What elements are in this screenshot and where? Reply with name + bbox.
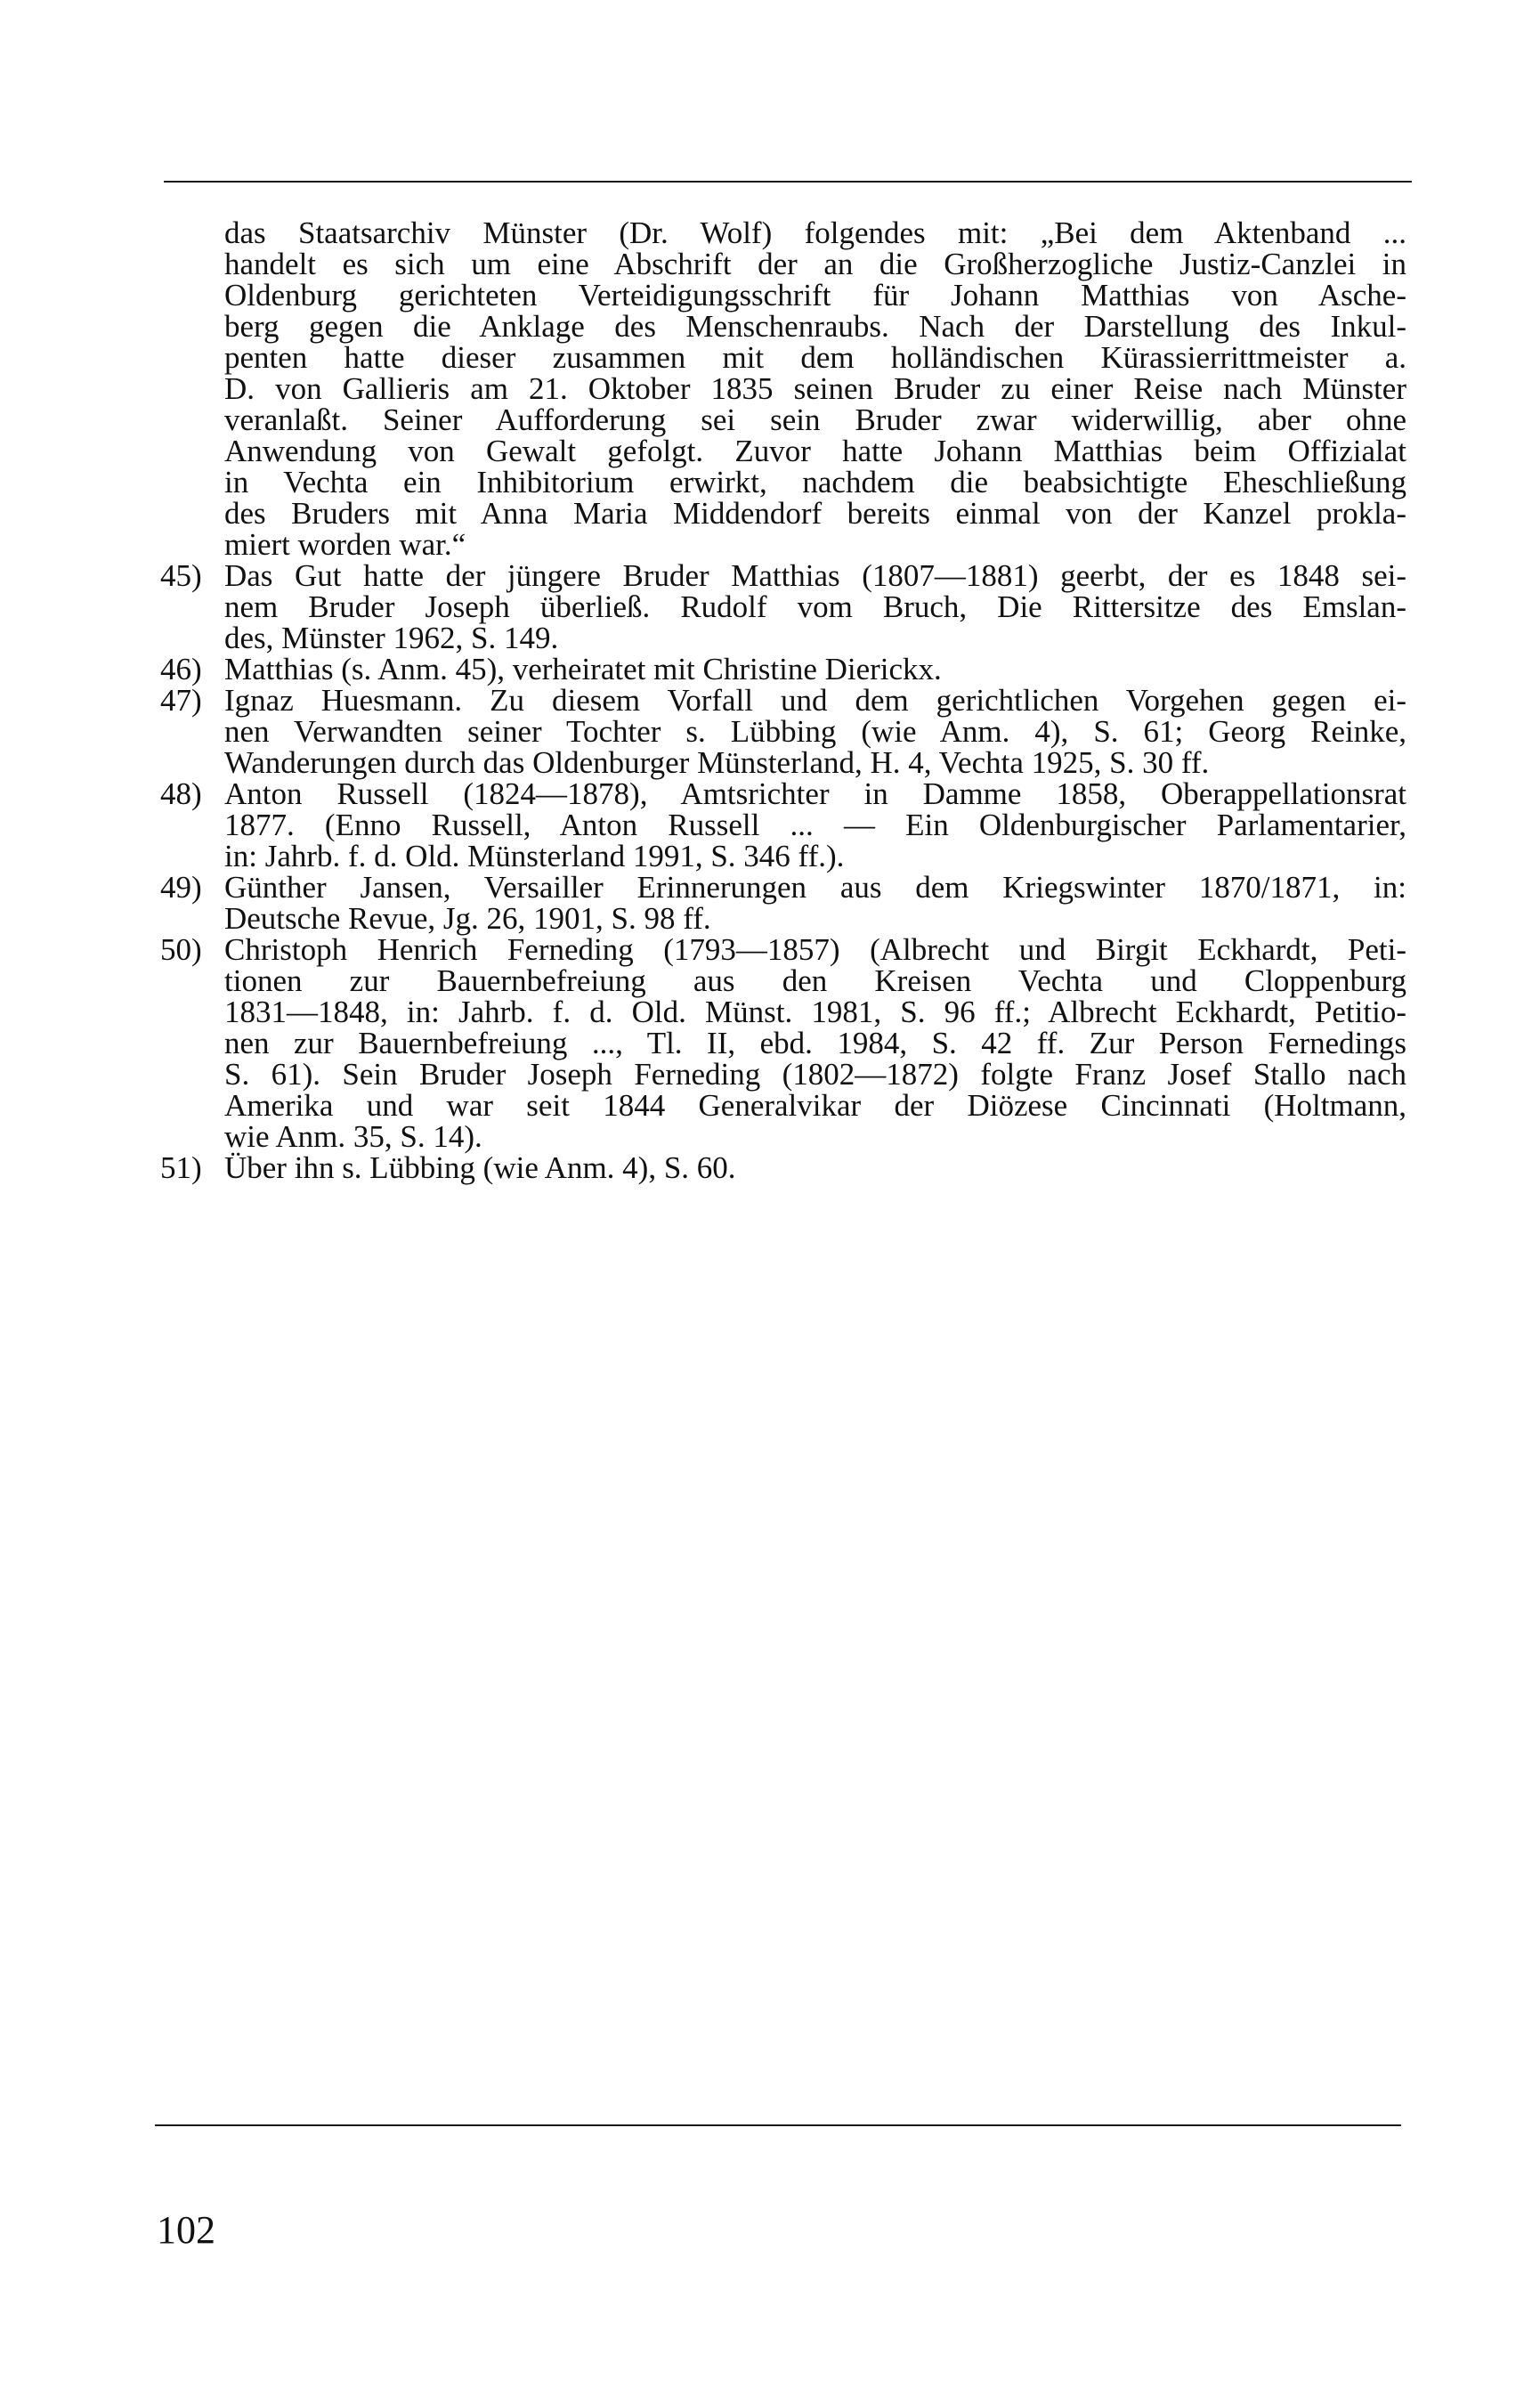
footnote-number: 46) [160, 652, 202, 686]
footnote-line: in Vechta ein Inhibitorium erwirkt, nachdem die beabsichtigte Eheschließung [224, 465, 1406, 499]
footnote-line: Oldenburg gerichteten Verteidigungsschrift für Johann Matthias von Asche- [224, 278, 1406, 313]
footnote [160, 934, 1406, 1152]
bottom-rule [155, 2124, 1401, 2126]
footnote-line: 1877. (Enno Russell, Anton Russell ... — Ein Oldenburgischer Parlamentarier, [224, 808, 1406, 842]
footnote-line: Günther Jansen, Versailler Erinnerungen aus dem Kriegswinter 1870/1871, in: [224, 870, 1406, 905]
footnote-line: tionen zur Bauernbefreiung aus den Kreisen Vechta und Cloppenburg [224, 963, 1406, 998]
footnote-line: das Staatsarchiv Münster (Dr. Wolf) folgendes mit: „Bei dem Aktenband ... [224, 215, 1406, 250]
footnote-line: handelt es sich um eine Abschrift der an die Großherzogliche Justiz-Canzlei in [224, 247, 1406, 281]
footnote-line: penten hatte dieser zusammen mit dem holländischen Kürassierrittmeister a. [224, 340, 1406, 375]
footnote-line: Deutsche Revue, Jg. 26, 1901, S. 98 ff. [224, 901, 711, 936]
footnotes [160, 217, 1406, 1183]
footnote-line: miert worden war.“ [224, 527, 466, 562]
footnote-line: Matthias (s. Anm. 45), verheiratet mit Christine Dierickx. [224, 652, 942, 686]
footnote-line: Anton Russell (1824—1878), Amtsrichter in Damme 1858, Oberappellationsrat [224, 776, 1406, 811]
footnote [160, 1152, 1406, 1183]
footnote-line: 1831—1848, in: Jahrb. f. d. Old. Münst. 1981, S. 96 ff.; Albrecht Eckhardt, Petitio- [224, 995, 1406, 1029]
footnote-line: nen Verwandten seiner Tochter s. Lübbing (wie Anm. 4), S. 61; Georg Reinke, [224, 714, 1406, 749]
footnote-number: 48) [160, 776, 202, 811]
footnote-line: des Bruders mit Anna Maria Middendorf bereits einmal von der Kanzel prokla- [224, 496, 1406, 531]
footnote [160, 778, 1406, 872]
footnote [160, 560, 1406, 654]
footnote-number: 47) [160, 683, 202, 718]
footnote-line: Wanderungen durch das Oldenburger Münsterland, H. 4, Vechta 1925, S. 30 ff. [224, 745, 1210, 780]
page-number: 102 [157, 2208, 215, 2252]
footnote-line: Amerika und war seit 1844 Generalvikar der Diözese Cincinnati (Holtmann, [224, 1088, 1406, 1123]
footnote-number: 49) [160, 870, 202, 905]
footnote-line: wie Anm. 35, S. 14). [224, 1119, 482, 1154]
footnote [160, 872, 1406, 934]
footnote-number: 51) [160, 1150, 202, 1185]
footnote-line: Das Gut hatte der jüngere Bruder Matthias (1807—1881) geerbt, der es 1848 sei- [224, 558, 1406, 593]
footnote-line: Ignaz Huesmann. Zu diesem Vorfall und dem gerichtlichen Vorgehen gegen ei- [224, 683, 1406, 718]
footnote-line: S. 61). Sein Bruder Joseph Ferneding (1802—1872) folgte Franz Josef Stallo nach [224, 1057, 1406, 1092]
footnote-line: nen zur Bauernbefreiung ..., Tl. II, ebd. 1984, S. 42 ff. Zur Person Fernedings [224, 1026, 1406, 1060]
footnote-line: in: Jahrb. f. d. Old. Münsterland 1991, S. 346 ff.). [224, 839, 845, 873]
footnote-line: Anwendung von Gewalt gefolgt. Zuvor hatte Johann Matthias beim Offizialat [224, 434, 1406, 468]
footnote-number: 50) [160, 932, 202, 967]
footnote [160, 654, 1406, 685]
footnote-line: veranlaßt. Seiner Aufforderung sei sein Bruder zwar widerwillig, aber ohne [224, 402, 1406, 437]
footnote-line: Christoph Henrich Ferneding (1793—1857) (Albrecht und Birgit Eckhardt, Peti- [224, 932, 1406, 967]
footnote-line: D. von Gallieris am 21. Oktober 1835 seinen Bruder zu einer Reise nach Münster [224, 371, 1406, 406]
top-rule [164, 181, 1412, 183]
footnote [160, 685, 1406, 778]
footnote-line: berg gegen die Anklage des Menschenraubs. Nach der Darstellung des Inkul- [224, 309, 1406, 344]
footnote-line: des, Münster 1962, S. 149. [224, 621, 559, 655]
footnote-line: nem Bruder Joseph überließ. Rudolf vom Bruch, Die Rittersitze des Emslan- [224, 589, 1406, 624]
footnote [160, 217, 1406, 560]
footnote-line: Über ihn s. Lübbing (wie Anm. 4), S. 60. [224, 1150, 736, 1185]
footnote-number: 45) [160, 558, 202, 593]
